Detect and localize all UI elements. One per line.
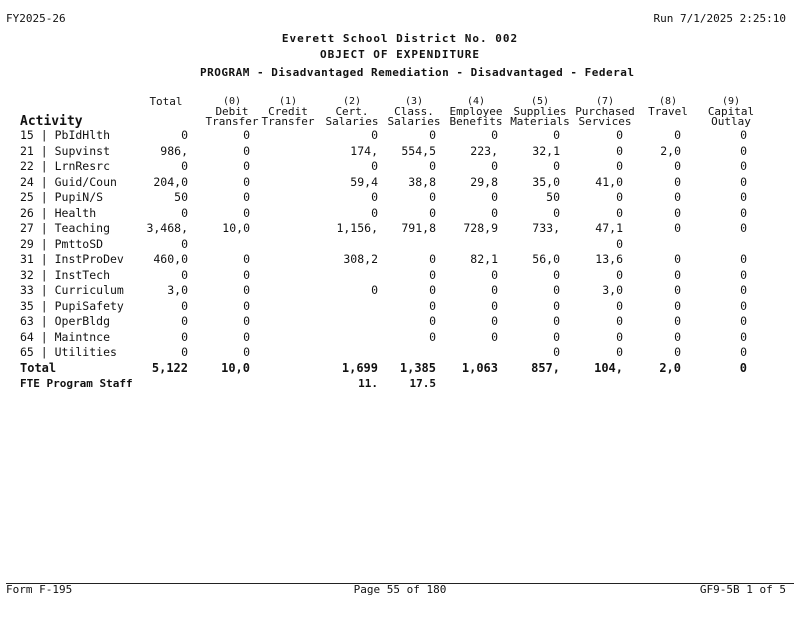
value-cell: 0 [674, 174, 681, 189]
value-cell: 32,1 [532, 143, 560, 158]
value-cell [498, 237, 560, 253]
report-title: OBJECT OF EXPENDITURE [319, 48, 481, 61]
value-cell: 0 [740, 345, 747, 359]
value-cell: 29,8 [470, 174, 498, 189]
table-row [20, 206, 747, 222]
value-cell: 0 [674, 345, 681, 359]
value-cell [314, 268, 378, 284]
value-cell [250, 283, 314, 299]
activity-cell: 25 | PupiN/S [20, 190, 104, 204]
value-cell [250, 376, 314, 392]
value-cell: 0 [243, 329, 250, 344]
value-cell [314, 237, 378, 253]
value-cell: 0 [429, 205, 436, 220]
table-row [20, 190, 747, 206]
column-header-l1: Employee [449, 105, 503, 118]
value-cell [314, 345, 378, 361]
value-cell: 0 [181, 236, 188, 251]
value-cell: 0 [616, 143, 623, 158]
column-header-num: (5) [530, 96, 550, 107]
column-header-num: (9) [721, 96, 741, 107]
column-header-l2: Materials [510, 115, 570, 128]
value-cell: 0 [553, 159, 560, 173]
value-cell: 0 [553, 298, 560, 313]
column-header-l1: Supplies [513, 105, 567, 118]
activity-cell: 35 | PupiSafety [20, 298, 124, 313]
column-header [134, 97, 198, 107]
value-cell: 204,0 [153, 174, 188, 189]
value-cell: 986, [160, 143, 188, 158]
value-cell: 0 [616, 267, 623, 282]
district-title: Everett School District No. 002 [281, 32, 519, 45]
value-cell: 0 [740, 174, 747, 189]
column-header-l1: Cert. [335, 105, 369, 118]
column-header-num: (8) [658, 96, 678, 107]
value-cell: 0 [616, 205, 623, 220]
value-cell: 0 [243, 174, 250, 189]
total-row [20, 361, 747, 377]
value-cell: 0 [181, 345, 188, 359]
value-cell: 0 [181, 314, 188, 328]
value-cell: 857, [531, 360, 560, 375]
value-cell: 0 [429, 283, 436, 297]
value-cell: 0 [371, 205, 378, 220]
value-cell: 0 [429, 252, 436, 266]
value-cell [250, 190, 314, 206]
value-cell [250, 252, 314, 268]
value-cell: 0 [739, 360, 747, 375]
value-cell [250, 221, 314, 237]
value-cell: 0 [243, 159, 250, 173]
activity-cell: 65 | Utilities [20, 345, 117, 359]
value-cell: 3,0 [602, 283, 623, 297]
value-cell: 10,0 [222, 221, 250, 235]
activity-cell: 33 | Curriculum [20, 283, 124, 297]
value-cell: 0 [243, 345, 250, 359]
value-cell: 0 [181, 128, 188, 142]
value-cell: 0 [181, 329, 188, 344]
fte-row [20, 376, 747, 392]
value-cell: 0 [616, 314, 623, 328]
table-row [20, 268, 747, 284]
expenditure-table [20, 128, 747, 392]
activity-cell: 24 | Guid/Coun [20, 174, 117, 189]
value-cell: 0 [371, 283, 378, 297]
page-number: Page 55 of 180 [353, 583, 447, 596]
column-header-num: (0) [222, 96, 242, 107]
column-header-l2: Services [578, 115, 632, 128]
value-cell: 3,468, [146, 221, 188, 235]
section-label: GF9-5B 1 of 5 [699, 583, 786, 596]
value-cell: 0 [674, 190, 681, 204]
value-cell: 0 [429, 298, 436, 313]
value-cell: 0 [243, 190, 250, 204]
value-cell [188, 237, 250, 253]
value-cell: 0 [674, 159, 681, 173]
activity-cell: FTE Program Staff [20, 377, 133, 390]
table-row [20, 330, 747, 346]
value-cell [436, 376, 498, 392]
value-cell: 0 [243, 205, 250, 220]
value-cell: 1,156, [336, 221, 378, 235]
value-cell [250, 268, 314, 284]
value-cell: 791,8 [401, 221, 436, 235]
value-cell: 554,5 [401, 143, 436, 158]
value-cell: 0 [181, 298, 188, 313]
column-header-num: (3) [404, 96, 424, 107]
table-row [20, 314, 747, 330]
value-cell: 0 [674, 314, 681, 328]
value-cell: 0 [674, 221, 681, 235]
value-cell [560, 376, 623, 392]
program-title: PROGRAM - Disadvantaged Remediation - Disadvantaged - Federal [200, 66, 635, 79]
value-cell: 0 [740, 205, 747, 220]
table-row [20, 128, 747, 144]
value-cell [436, 345, 498, 361]
activity-column-header: Activity [20, 114, 83, 129]
value-cell: 0 [674, 329, 681, 344]
value-cell [250, 314, 314, 330]
value-cell: 0 [243, 283, 250, 297]
value-cell: 0 [371, 159, 378, 173]
value-cell [250, 299, 314, 315]
value-cell: 0 [740, 159, 747, 173]
column-header [508, 97, 572, 127]
value-cell: 0 [243, 143, 250, 158]
value-cell: 0 [491, 190, 498, 204]
value-cell: 0 [491, 314, 498, 328]
value-cell: 0 [740, 329, 747, 344]
column-header-l2: Salaries [387, 115, 441, 128]
value-cell: 0 [491, 159, 498, 173]
value-cell: 0 [553, 128, 560, 142]
table-row [20, 345, 747, 361]
value-cell [250, 128, 314, 144]
column-header-l2: Travel [648, 105, 688, 118]
column-header [699, 97, 763, 127]
value-cell: 733, [532, 221, 560, 235]
value-cell: 0 [553, 283, 560, 297]
value-cell: 0 [553, 267, 560, 282]
column-header-num: (2) [342, 96, 362, 107]
column-header-num: (4) [466, 96, 486, 107]
value-cell: 0 [243, 267, 250, 282]
activity-cell: 26 | Health [20, 205, 97, 220]
value-cell: 0 [429, 190, 436, 204]
value-cell: 174, [350, 143, 378, 158]
table-row [20, 283, 747, 299]
value-cell: 35,0 [532, 174, 560, 189]
value-cell: 0 [616, 128, 623, 142]
value-cell: 0 [740, 143, 747, 158]
value-cell [250, 159, 314, 175]
table-row [20, 159, 747, 175]
activity-cell: 15 | PbIdHlth [20, 128, 111, 142]
column-header [444, 97, 508, 127]
value-cell [188, 376, 250, 392]
value-cell [250, 206, 314, 222]
column-header-l1: Class. [394, 105, 434, 118]
value-cell: 0 [616, 345, 623, 359]
value-cell: 0 [616, 159, 623, 173]
value-cell: 0 [491, 298, 498, 313]
column-header [636, 97, 700, 117]
value-cell [498, 376, 560, 392]
value-cell [623, 376, 681, 392]
value-cell: 1,699 [341, 360, 378, 375]
fiscal-year-label: FY2025-26 [6, 12, 66, 25]
run-timestamp: Run 7/1/2025 2:25:10 [653, 12, 786, 25]
value-cell: 0 [181, 205, 188, 220]
value-cell: 11. [358, 377, 378, 390]
column-header-l2: Transfer [261, 115, 315, 128]
value-cell: 3,0 [167, 283, 188, 297]
value-cell: 0 [181, 159, 188, 173]
value-cell [378, 345, 436, 361]
value-cell: 0 [616, 329, 623, 344]
value-cell: 0 [553, 205, 560, 220]
form-number: Form F-195 [6, 583, 73, 596]
value-cell: 0 [553, 329, 560, 344]
value-cell: 50 [546, 190, 560, 204]
value-cell: 41,0 [595, 174, 623, 189]
value-cell: 0 [674, 298, 681, 313]
value-cell: 728,9 [463, 221, 498, 235]
value-cell: 13,6 [595, 252, 623, 266]
value-cell: 460,0 [153, 252, 188, 266]
value-cell: 0 [491, 283, 498, 297]
value-cell: 0 [243, 252, 250, 266]
activity-cell: Total [20, 360, 57, 375]
value-cell: 1,385 [399, 360, 436, 375]
value-cell: 0 [740, 298, 747, 313]
column-header-l1: Debit [215, 105, 249, 118]
column-header-l1: Capital [707, 105, 755, 118]
activity-cell: 27 | Teaching [20, 221, 111, 235]
value-cell: 308,2 [343, 252, 378, 266]
value-cell [250, 237, 314, 253]
value-cell: 0 [429, 128, 436, 142]
activity-cell: 31 | InstProDev [20, 252, 124, 266]
value-cell: 0 [243, 128, 250, 142]
value-cell: 104, [594, 360, 623, 375]
value-cell: 59,4 [350, 174, 378, 189]
value-cell: 0 [553, 345, 560, 359]
column-header-l1: Credit [268, 105, 308, 118]
column-header [256, 97, 320, 127]
activity-cell: 22 | LrnResrc [20, 159, 111, 173]
value-cell: 0 [181, 267, 188, 282]
activity-cell: 63 | OperBldg [20, 314, 111, 328]
value-cell: 82,1 [470, 252, 498, 266]
activity-cell: 21 | Supvinst [20, 143, 111, 158]
value-cell: 38,8 [408, 174, 436, 189]
value-cell [378, 237, 436, 253]
value-cell: 0 [491, 205, 498, 220]
value-cell: 0 [740, 252, 747, 266]
value-cell: 0 [491, 329, 498, 344]
value-cell: 1,063 [461, 360, 498, 375]
column-header-l1: Purchased [575, 105, 635, 118]
column-header-l2: Transfer [205, 115, 259, 128]
value-cell: 0 [674, 267, 681, 282]
value-cell: 0 [674, 283, 681, 297]
value-cell: 17.5 [409, 377, 436, 390]
value-cell [250, 175, 314, 191]
column-header-l2: Total [149, 95, 183, 108]
value-cell: 223, [470, 143, 498, 158]
value-cell: 0 [674, 128, 681, 142]
value-cell: 0 [616, 190, 623, 204]
value-cell: 2,0 [660, 143, 681, 158]
value-cell [681, 376, 747, 392]
value-cell [681, 237, 747, 253]
table-row [20, 252, 747, 268]
column-header-l2: Benefits [449, 115, 503, 128]
column-header [382, 97, 446, 127]
value-cell: 0 [429, 314, 436, 328]
value-cell: 0 [740, 283, 747, 297]
value-cell [314, 299, 378, 315]
value-cell [140, 376, 188, 392]
column-header-num: (1) [278, 96, 298, 107]
value-cell: 0 [740, 128, 747, 142]
activity-cell: 29 | PmttoSD [20, 236, 104, 251]
value-cell: 0 [429, 329, 436, 344]
table-row [20, 175, 747, 191]
value-cell [314, 330, 378, 346]
value-cell: 0 [740, 267, 747, 282]
column-header-l2: Outlay [711, 115, 751, 128]
value-cell: 5,122 [151, 360, 188, 375]
value-cell: 0 [491, 267, 498, 282]
value-cell: 0 [243, 298, 250, 313]
value-cell: 0 [553, 314, 560, 328]
column-header [573, 97, 637, 127]
value-cell [436, 237, 498, 253]
value-cell [250, 330, 314, 346]
value-cell: 0 [429, 159, 436, 173]
value-cell [250, 144, 314, 160]
activity-cell: 32 | InstTech [20, 267, 111, 282]
activity-cell: 64 | Maintnce [20, 329, 111, 344]
value-cell: 0 [491, 128, 498, 142]
column-header-num: (7) [595, 96, 615, 107]
value-cell [623, 237, 681, 253]
value-cell: 0 [674, 252, 681, 266]
value-cell: 10,0 [221, 360, 250, 375]
column-header-l2: Salaries [325, 115, 379, 128]
value-cell [250, 345, 314, 361]
column-header [320, 97, 384, 127]
table-row [20, 144, 747, 160]
value-cell: 0 [371, 190, 378, 204]
value-cell: 0 [429, 267, 436, 282]
table-row [20, 299, 747, 315]
value-cell: 0 [243, 314, 250, 328]
value-cell: 0 [616, 298, 623, 313]
value-cell: 50 [174, 190, 188, 204]
column-header [200, 97, 264, 127]
table-row [20, 221, 747, 237]
value-cell [314, 314, 378, 330]
value-cell: 0 [740, 314, 747, 328]
table-row [20, 237, 747, 253]
value-cell [250, 361, 314, 377]
value-cell: 0 [740, 221, 747, 235]
value-cell: 0 [616, 236, 623, 251]
value-cell: 47,1 [595, 221, 623, 235]
value-cell: 0 [371, 128, 378, 142]
value-cell: 56,0 [532, 252, 560, 266]
value-cell: 0 [740, 190, 747, 204]
value-cell: 0 [674, 205, 681, 220]
value-cell: 2,0 [659, 360, 681, 375]
